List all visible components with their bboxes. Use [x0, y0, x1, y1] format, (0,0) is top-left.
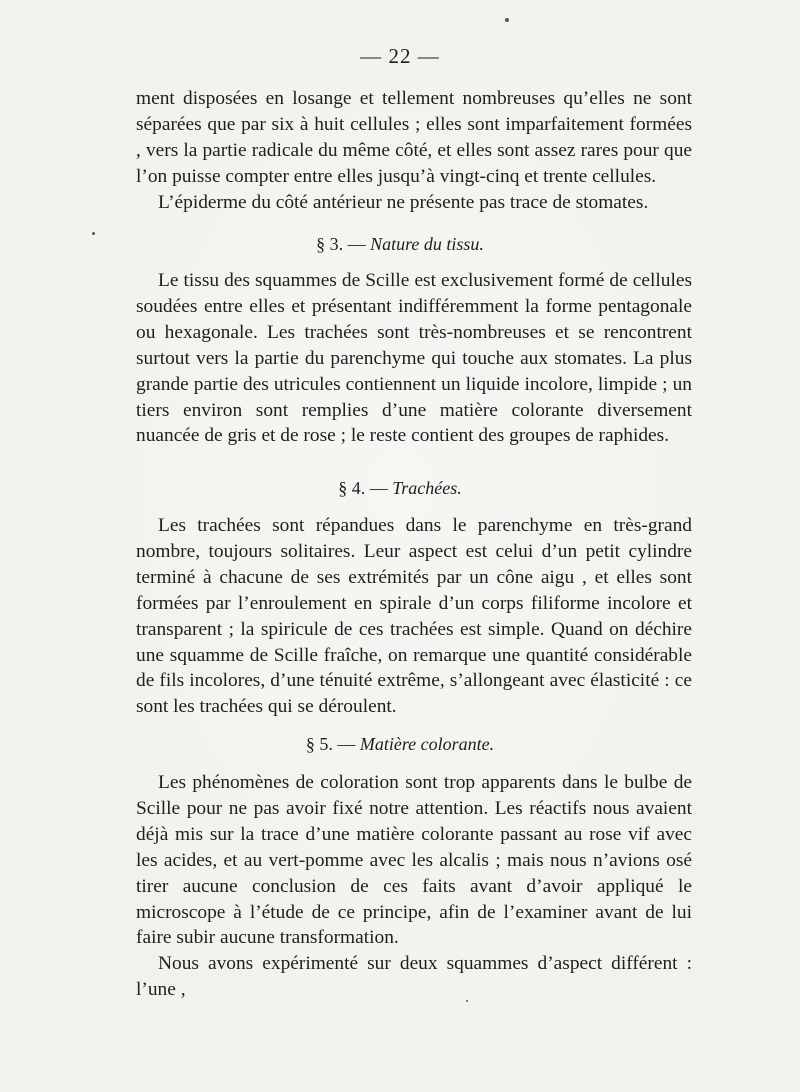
- section-heading-4: [0, 478, 800, 499]
- text-block-3: [136, 513, 692, 720]
- section-mark: § 3. —: [316, 234, 366, 254]
- paragraph: Le tissu des squammes de Scille est exclusivement formé de cellules soudées entre elles et présentant indifféremment la forme pentagonale ou hexagonale. Les trachées sont très-nombreuses et se rencontrent surtout vers la partie du parenchyme qui touche aux stomates. La plus grande partie des utricules contiennent un liquide incolore, limpide ; un tiers environ sont remplies d’une matière colorante diversement nuancée de gris et de rose ; le reste contient des groupes de raphides.: [136, 270, 692, 447]
- paragraph: Les trachées sont répandues dans le parenchyme en très-grand nombre, toujours solitaires. Leur aspect est celui d’un petit cylindre terminé à chacune de ses extrémités par un cône aigu , et elles sont formées par l’enroulement en spirale d’un corps filiforme incolore et transparent ; la spiricule de ces trachées est simple. Quand on déchire une squamme de Scille fraîche, on remarque une quantité considérable de fils incolores, d’une ténuité extrême, s’allongeant avec élasticité : ce sont les trachées qui se déroulent.: [136, 515, 692, 718]
- paragraph: ment disposées en losange et tellement nombreuses qu’elles ne sont séparées que par six à huit cellules ; elles sont imparfaitement formées , vers la partie radicale du même côté, et elles sont assez rares pour que l’on puisse compter entre elles jusqu’à vingt-cinq et trente cellules.: [136, 88, 692, 187]
- section-title: Trachées.: [392, 478, 462, 498]
- paragraph: Les phénomènes de coloration sont trop apparents dans le bulbe de Scille pour ne pas avoir fixé notre attention. Les réactifs nous avaient déjà mis sur la trace d’une matière colorante passant au rose vif avec les acides, et au vert-pomme avec les alcalis ; mais nous n’avions osé tirer aucune conclusion de ces faits avant d’avoir appliqué le microscope à l’étude de ce principe, afin de l’examiner avant de lui faire subir aucune transformation.: [136, 772, 692, 949]
- text-block-4: [136, 770, 692, 1003]
- text-block-2: [136, 268, 692, 449]
- text-block-1: [136, 86, 692, 216]
- section-mark: § 5. —: [305, 734, 356, 754]
- ink-speck: [466, 1000, 468, 1002]
- ink-speck: [505, 18, 509, 22]
- section-heading-3: [0, 234, 800, 255]
- section-heading-5: [0, 734, 800, 755]
- page-number: — 22 —: [360, 44, 440, 68]
- section-title: Nature du tissu.: [370, 234, 484, 254]
- paragraph: Nous avons expérimenté sur deux squammes d’aspect différent : l’une ,: [136, 953, 692, 1001]
- paragraph: L’épiderme du côté antérieur ne présente pas trace de stomates.: [158, 191, 649, 213]
- section-mark: § 4. —: [338, 478, 388, 498]
- ink-speck: [92, 232, 95, 235]
- section-title: Matière colorante.: [359, 734, 495, 754]
